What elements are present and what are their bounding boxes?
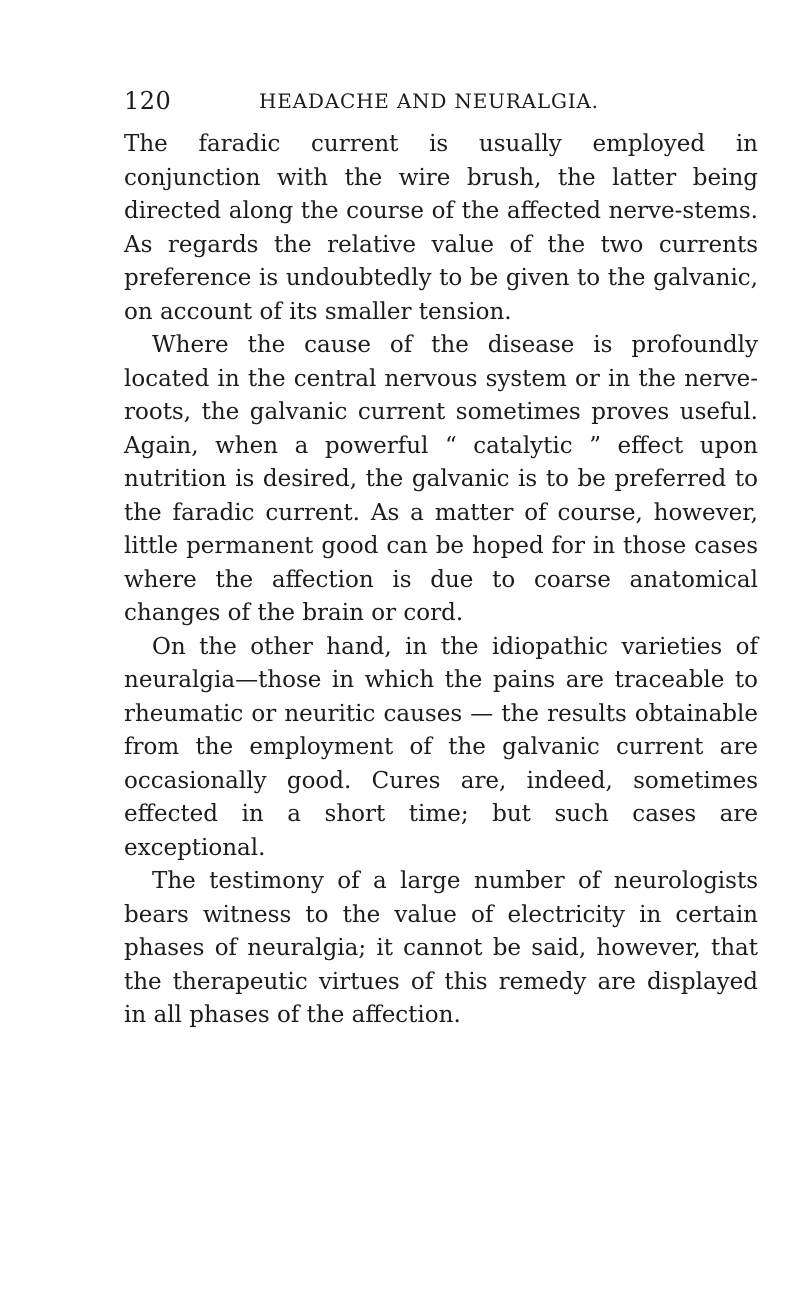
paragraph-1: The faradic current is usually employed in conjunction with the wire brush, the latter being directed along the course of the affected nerve-stems. As regards the relative value of the two currents preference is undoubtedly to be given to the galvanic, on account of its smaller tension. [124,131,758,325]
running-title: HEADACHE AND NEURALGIA. [259,89,599,113]
running-head [124,86,744,116]
page-number: 120 [124,87,172,115]
paragraph-4: The testimony of a large number of neurologists bears witness to the value of electricity in certain phases of neuralgia; it cannot be said, however, that the therapeutic virtues of this remedy are displayed in all phases of the affection. [124,868,758,1028]
paragraph-3: On the other hand, in the idiopathic varieties of neuralgia—those in which the pains are traceable to rheumatic or neuritic causes — the results obtainable from the employment of the galvanic current are occasionally good. Cures are, indeed, sometimes effected in a short time; but such cases are exceptional. [124,633,758,861]
body-text [124,128,758,1033]
paragraph-2: Where the cause of the disease is profoundly located in the central nervous system or in the nerve-roots, the galvanic current sometimes proves useful. Again, when a powerful “ catalytic ” effect upon nutrition is desired, the galvanic is to be preferred to the faradic current. As a matter of course, however, little permanent good can be hoped for in those cases where the affection is due to coarse anatomical changes of the brain or cord. [124,332,758,626]
